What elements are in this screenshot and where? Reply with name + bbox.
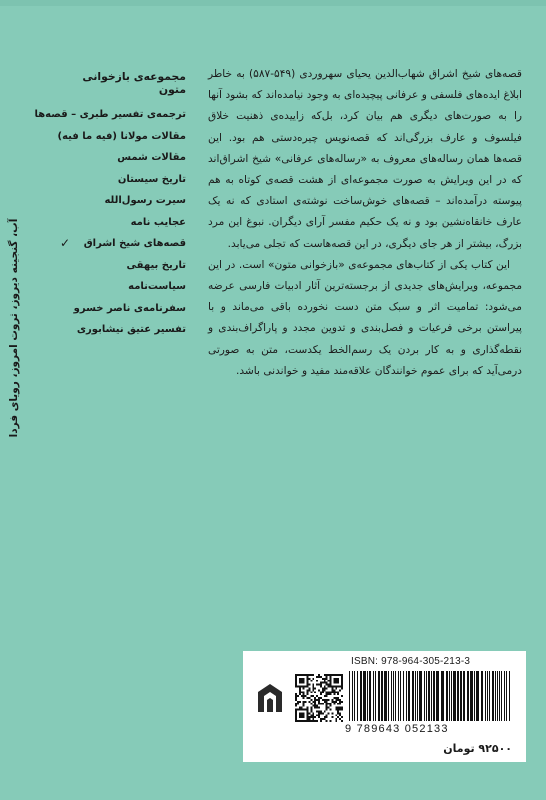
series-list-item (64, 190, 186, 212)
series-item-label: مقالات شمس (117, 152, 186, 163)
series-item-label: سفرنامه‌ی ناصر خسرو (73, 302, 186, 314)
series-list-item (64, 147, 186, 169)
series-item-label: مقالات مولانا (فیه ما فیه) (57, 130, 186, 142)
series-list-item (64, 212, 186, 234)
series-item-label: تفسیر عتیق نیشابوری (76, 324, 186, 335)
description-paragraph-1: قصه‌های شیخ اشراق شهاب‌الدین یحیای سهروردی (۵۴۹-۵۸۷) به خاطر ابلاغ ایده‌های فلسفی و عرفانی پیچیده‌ای به وجود نیامده‌اند که بشود آنها را به صورت‌های دیگری هم بیان کرد، بل‌که زاییده‌ی ذهنیت خلاق فیلسوف و عارف بزرگی‌اند که قصه‌نویس چیره‌دستی هم بود. این قصه‌ها همان رساله‌های معروف به «رساله‌های عرفانی» شیخ اشراق‌اند که در این ویرایش به صورت مجموعه‌ای از هشت قصه‌ی کوتاه به هم پیوسته درآمده‌اند – قصه‌های خوش‌ساخت نوشته‌ی استادی که نه یک عارف خانقاه‌نشین بود و نه یک حکیم مفسر آرای دیگران. نبوغ این مرد بزرگ، بیشتر از هر جای دیگری، در این قصه‌هاست که تجلی می‌یابد. (208, 68, 522, 250)
series-item-label: عجایب نامه (130, 216, 186, 228)
series-list-item (64, 319, 186, 341)
series-list-item (64, 276, 186, 298)
series-item-label: سیاست‌نامه (128, 281, 186, 292)
series-item-label: سیرت رسول‌الله (104, 195, 186, 206)
book-description (208, 64, 522, 382)
current-check-icon: ✓ (60, 236, 71, 250)
series-list-item (64, 169, 186, 191)
price-label: ۹۲۵۰۰ تومان (443, 742, 512, 755)
qr-code-icon (295, 674, 343, 722)
series-list-item (64, 298, 186, 320)
series-list (34, 104, 186, 341)
series-item-label: تاریخ سیستان (117, 173, 186, 185)
series-list-block (34, 70, 186, 341)
series-item-label: ترجمه‌ی تفسیر طبری – قصه‌ها (34, 109, 186, 120)
series-item-label: قصه‌های شیخ اشراق (83, 238, 186, 249)
vertical-tagline: آب، گنجینه دیروز، ثروت امروز، رویای فردا (8, 218, 20, 438)
isbn-text: ISBN: 978-964-305-213-3 (351, 656, 471, 667)
series-list-item (57, 126, 186, 148)
series-item-label: تاریخ بیهقی (126, 259, 186, 271)
cover-top-edge (0, 0, 546, 6)
barcode-panel (243, 651, 526, 762)
barcode-icon (347, 671, 513, 721)
series-title: مجموعه‌ی بازخوانی متون (82, 70, 186, 96)
series-list-item (34, 104, 186, 126)
series-list-item (64, 255, 186, 277)
description-paragraph-2: این کتاب یکی از کتاب‌های مجموعه‌ی «بازخوانی متون» است. در این مجموعه، ویرایش‌های جدیدی از برجسته‌ترین آثار ادبیات فارسی عرضه می‌شود: تمامیت اثر و سبک متن دست نخورده باقی می‌ماند و با پیراستن برخی فرعیات و فصل‌بندی و تدوین مجدد و پاراگراف‌بندی و نقطه‌گذاری و به کار بردن یک رسم‌الخط یکدست، متن به صورتی درمی‌آید که برای عموم خوانندگان علاقه‌مند مفید و خواندنی باشد. (208, 258, 522, 377)
publisher-logo-icon (252, 678, 288, 718)
barcode-digits: 9 789643 052133 (345, 723, 449, 735)
series-list-item (60, 233, 186, 255)
